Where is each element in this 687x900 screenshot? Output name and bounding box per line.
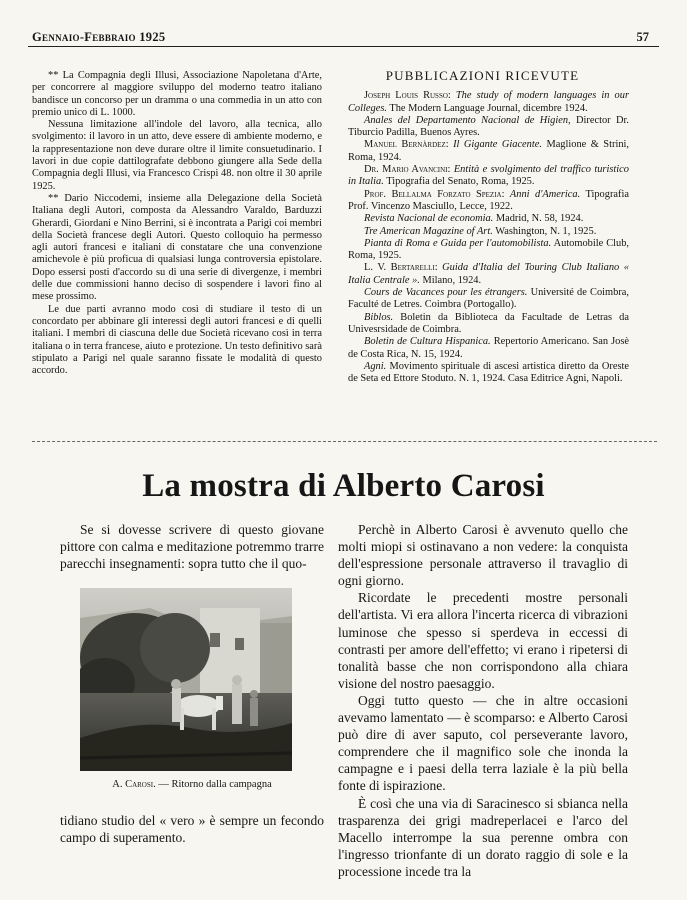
- publication-entry: [336, 115, 629, 140]
- article-left-continuation: tidiano studio del « vero » è sempre un fecondo campo di superamento.: [60, 813, 324, 846]
- publication-details: Washington, N. 1, 1925.: [495, 225, 597, 237]
- article-paragraph: Ricordate le precedenti mostre personali dell'artista. Vi era allora l'incerta ricerca di vibrazioni luminose che spesso si sperdeva in eccessi di contrasti per amore dell'effetto; vi erano i ripetersi di tonalità basse che non corrispondono alla chiara visione del nostro paesaggio.: [338, 590, 628, 691]
- header-rule: [28, 46, 659, 47]
- article-paragraph: Se si dovesse scrivere di questo giovane pittore con calma e meditazione potremmo trarre parecchi insegnamenti: sopra tutto che il quo-: [60, 522, 324, 572]
- publications-column: [336, 70, 629, 385]
- publication-title: Agni.: [364, 360, 387, 372]
- issue-date: Gennaio-Febbraio 1925: [32, 30, 166, 44]
- publication-entry: [336, 361, 629, 386]
- article-paragraph: Oggi tutto questo — che in altre occasioni avevamo lamentato — è scomparso: e Alberto Carosi può dire di aver saputo, col perseverante lavoro, comprendere che il magnifico sole che inonda la campagne e i paesi della terra laziale è la più bella fonte di ispirazione.: [338, 692, 628, 794]
- page-number: 57: [636, 30, 649, 44]
- publication-entry: [336, 226, 629, 238]
- publication-entry: [336, 238, 629, 263]
- publication-entry: [336, 336, 629, 361]
- painting-photo: [80, 588, 292, 771]
- publication-details: Maglione & Strini, Roma, 1924.: [348, 139, 630, 163]
- publication-author: Prof. Bellalma Forzato Spezia:: [364, 188, 505, 200]
- publication-details: Tipografia Prof. Vincenzo Masciullo, Lecce, 1922.: [348, 188, 629, 212]
- publication-title: Biblos.: [364, 311, 394, 323]
- publication-title: The study of modern languages in our Colleges.: [348, 90, 629, 114]
- news-notes-column: [32, 70, 322, 377]
- publication-title: Cours de Vacances pour les étrangers.: [364, 287, 528, 299]
- article-left-column: [60, 521, 324, 572]
- publication-author: L. V. Bertarelli:: [364, 262, 438, 274]
- publication-title: Pianta di Roma e Guida per l'automobilista.: [364, 237, 552, 249]
- publication-entry: [336, 90, 629, 115]
- article-title: La mostra di Alberto Carosi: [142, 468, 545, 504]
- note-paragraph: ** Dario Niccodemi, insieme alla Delegazione della Società Italiana degli Autori, composta da Alessandro Varaldo, Barduzzi Gherardi, Giordani e Nino Berrini, si è incontrata a Parigi coi membri della Società francese degli Autori. Questo colloquio ha permesso agli autori francesi e italiani di constatare che una convenzione amichevole è più proficua di qualsiasi lunga controversia epistolare. Dopo essersi posti d'accordo su di una serie di divergenze, i membri delle due commissioni hanno deciso di sospendere i lavori fino al mese prossimo.: [32, 192, 322, 303]
- note-paragraph: Le due parti avranno modo così di studiare il testo di un concordato per abbinare gli interessi degli autori francesi e di quelli italiani. I membri di ciascuna delle due Società ricevano così in terra italiana o in terra francese, aiuto e protezione. Un testo definitivo sarà stipulato a Parigi nel quale saranno fissate le modalità di questo accordo.: [32, 303, 322, 377]
- publication-entry: [336, 189, 629, 214]
- publication-title: Anni d'America.: [509, 188, 581, 200]
- article-paragraph: Perchè in Alberto Carosi è avvenuto quello che molti miopi si ostinavano a non vedere: la conquista dell'espressione personale attraverso il travaglio di ogni giorno.: [338, 522, 628, 589]
- publications-heading: PUBBLICAZIONI RICEVUTE: [385, 68, 580, 83]
- publication-title: Anales del Departamento Nacional de Higien,: [364, 114, 571, 126]
- publication-entry: [336, 213, 629, 225]
- publication-details: Director Dr. Tiburcio Padilla, Buenos Ayres.: [348, 114, 629, 139]
- publication-details: Université de Coimbra, Faculté de Letres. Coimbra (Portogallo).: [348, 287, 629, 311]
- publication-entry: [336, 164, 629, 189]
- publication-details: Movimento spirituale di ascesi artistica diretto da Oreste de Seta ed Ettore Stoduto. N. 1, 1924. Casa Editrice Agni, Napoli.: [348, 360, 629, 385]
- publication-entry: [336, 139, 629, 164]
- publication-title: Guida d'Italia del Touring Club Italiano « Italia Centrale ».: [348, 262, 630, 286]
- publication-details: The Modern Language Journal, dicembre 1924.: [389, 102, 588, 114]
- publication-title: Il Gigante Giacente.: [453, 139, 542, 151]
- running-header: [28, 30, 659, 48]
- publication-entry: [336, 287, 629, 312]
- publication-title: Revista Nacional de economia.: [364, 213, 494, 225]
- note-paragraph: Nessuna limitazione all'indole del lavoro, alla tecnica, allo svolgimento: il lavoro in un atto, deve essere di ambiente moderno, e la rappresentazione non deve durare oltre il limite consuetudinario. I lavori in due copie dattilografate debbono giungere alla Sede della Compagnia degli Illusi, via Francesco Crispi 48. non oltre il 30 aprile 1925.: [32, 119, 322, 192]
- publication-author: Joseph Louis Russo:: [364, 90, 451, 102]
- publication-title: Tre American Magazine of Art.: [364, 225, 493, 237]
- section-divider: [32, 441, 657, 442]
- publication-details: Boletin da Biblioteca da Facultade de Letras da Univesrsidade de Coimbra.: [348, 311, 629, 335]
- publication-details: Madrid, N. 58, 1924.: [495, 213, 584, 225]
- publication-author: Manuel Bernàrdez:: [364, 139, 449, 151]
- article-right-column: [338, 521, 628, 880]
- publication-title: Entità e svolgimento del traffico turistico in Italia.: [348, 164, 629, 188]
- publication-title: Boletin de Cultura Hispanica.: [364, 336, 491, 348]
- photo-caption: [60, 779, 324, 790]
- publication-details: Milano, 1924.: [422, 274, 482, 286]
- caption-author: A. Carosi.: [112, 779, 156, 790]
- publication-entry: [336, 312, 629, 337]
- publication-author: Dr. Mario Avancini:: [364, 164, 451, 176]
- note-paragraph: ** La Compagnia degli Illusi, Associazione Napoletana d'Arte, per concorrere al maggiore sviluppo del moderno teatro italiano bandisce un concorso per un dramma o una commedia in un atto con premio unico di L. 1000.: [32, 70, 322, 118]
- publications-list: [336, 90, 629, 385]
- painting-illustration: [80, 588, 292, 771]
- publication-details: Repertorio Americano. San Josè de Costa Rica, N. 15, 1924.: [348, 336, 629, 360]
- publication-details: Automobile Club, Roma, 1925.: [348, 237, 629, 262]
- caption-title: — Ritorno dalla campagna: [158, 779, 272, 790]
- article-paragraph: È così che una via di Saracinesco si sbianca nella trasparenza dei grigi madreperlacei e l'arco del Macello interrompe la sua perenne ombra con l'ingresso trionfante di un dorato raggio di sole e la processione incede tra la: [338, 795, 628, 879]
- publication-details: Tipografia del Senato, Roma, 1925.: [386, 176, 535, 188]
- publication-entry: [336, 262, 629, 287]
